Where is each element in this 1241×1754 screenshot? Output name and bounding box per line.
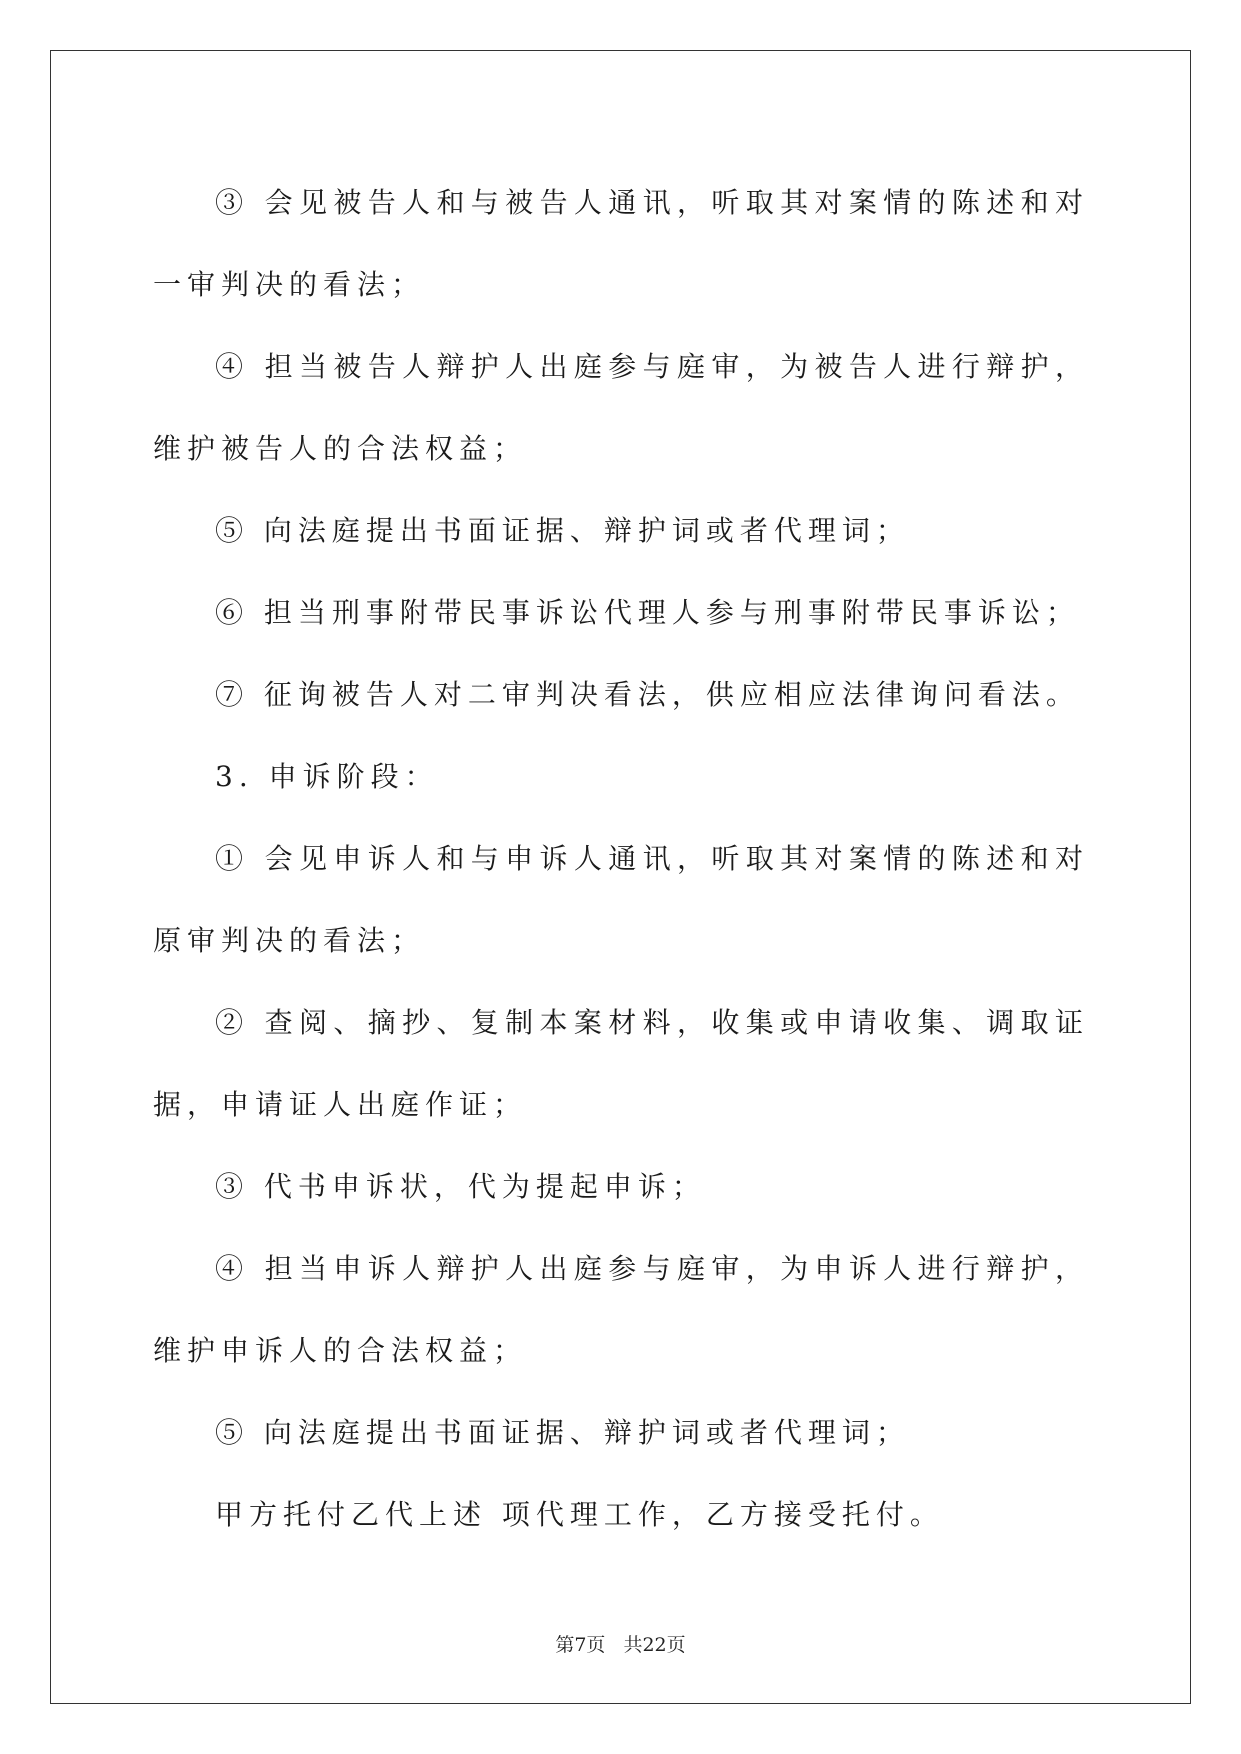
page-total: 共22页 (623, 1634, 686, 1656)
paragraph: ③ 代书申诉状，代为提起申诉； (215, 1170, 706, 1203)
page-number: 第7页 (555, 1634, 606, 1656)
paragraph: ④ 担当被告人辩护人出庭参与庭审，为被告人进行辩护，维护被告人的合法权益； (153, 350, 1089, 465)
paragraph: ⑤ 向法庭提出书面证据、辩护词或者代理词； (215, 1416, 910, 1449)
paragraph: ⑤ 向法庭提出书面证据、辩护词或者代理词； (215, 514, 910, 547)
paragraph: ⑦ 征询被告人对二审判决看法，供应相应法律询问看法。 (215, 678, 1080, 711)
paragraph: ② 查阅、摘抄、复制本案材料，收集或申请收集、调取证据，申请证人出庭作证； (153, 1006, 1089, 1121)
paragraph: 甲方托付乙代上述 项代理工作，乙方接受托付。 (215, 1498, 944, 1531)
paragraph: ③ 会见被告人和与被告人通讯，听取其对案情的陈述和对一审判决的看法； (153, 186, 1089, 301)
document-body (153, 162, 1089, 1556)
paragraph: ④ 担当申诉人辩护人出庭参与庭审，为申诉人进行辩护，维护申诉人的合法权益； (153, 1252, 1089, 1367)
section-heading: 3. 申诉阶段： (215, 760, 439, 793)
page-footer (0, 1630, 1241, 1657)
paragraph: ① 会见申诉人和与申诉人通讯，听取其对案情的陈述和对原审判决的看法； (153, 842, 1089, 957)
paragraph: ⑥ 担当刑事附带民事诉讼代理人参与刑事附带民事诉讼； (215, 596, 1080, 629)
